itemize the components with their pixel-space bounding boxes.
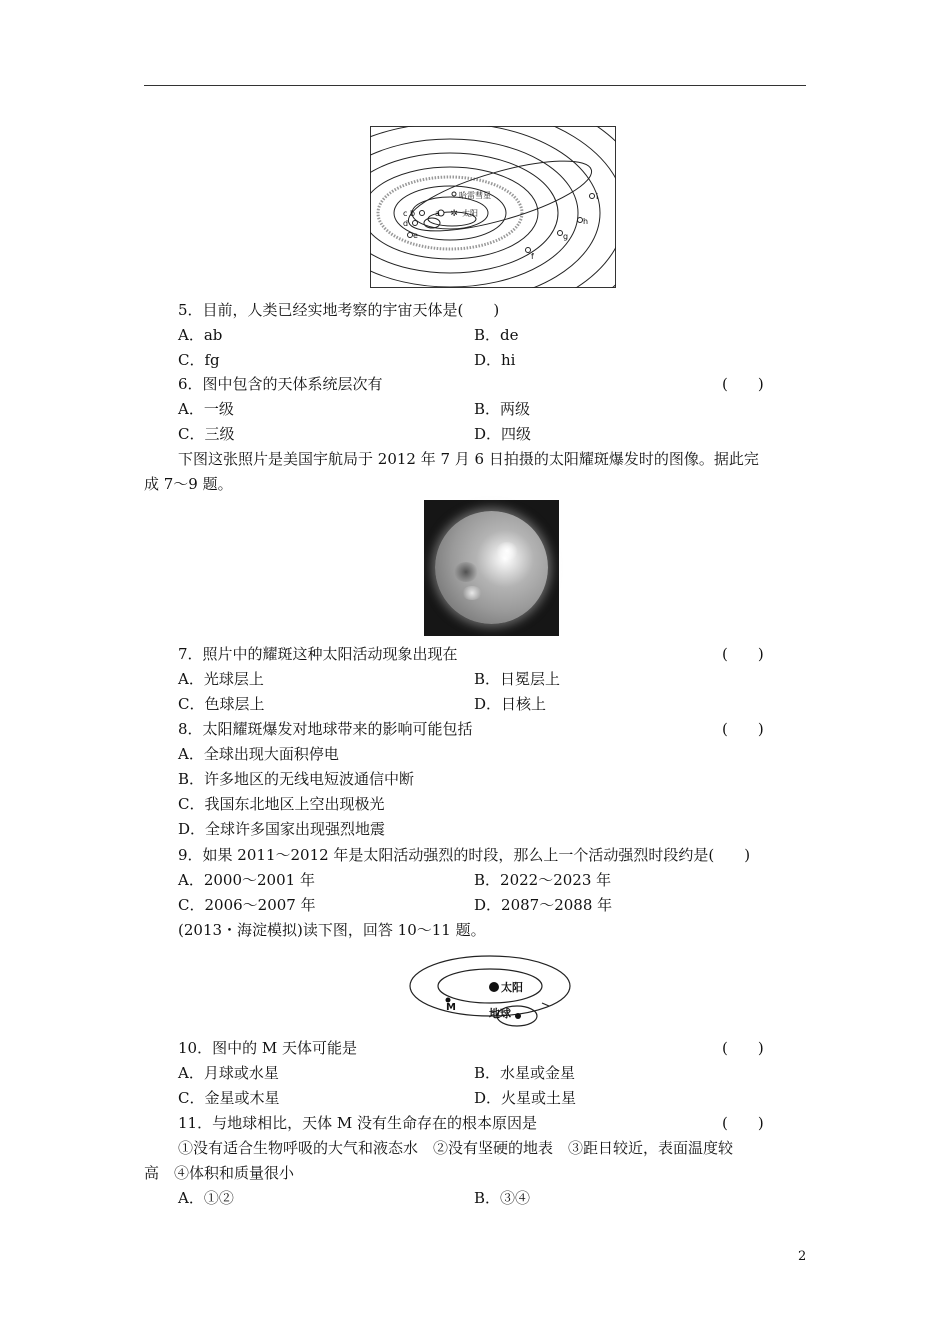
intro-10-11: (2013・海淀模拟)读下图，回答 10～11 题。 bbox=[178, 921, 486, 939]
planet-g-dot bbox=[558, 231, 563, 236]
svg-text:i: i bbox=[596, 192, 599, 201]
intro-7-9-line2: 成 7～9 题。 bbox=[144, 475, 233, 493]
q9-option-a: A．2000～2001 年 bbox=[178, 871, 315, 889]
q5-option-c: C．fg bbox=[178, 351, 220, 369]
q9-option-b: B．2022～2023 年 bbox=[474, 871, 612, 889]
svg-text:c: c bbox=[403, 209, 408, 218]
dark-region bbox=[454, 562, 478, 582]
header-rule bbox=[144, 85, 806, 86]
q7-stem: 7．照片中的耀斑这种太阳活动现象出现在 bbox=[178, 645, 458, 663]
svg-text:g: g bbox=[563, 232, 569, 241]
planet-i-dot bbox=[590, 194, 595, 199]
q7-option-d: D．日核上 bbox=[474, 695, 547, 713]
planet-h-dot bbox=[578, 218, 583, 223]
svg-text:a: a bbox=[435, 209, 440, 218]
q6-option-a: A．一级 bbox=[178, 400, 234, 418]
sun-symbol: ✲ bbox=[450, 209, 458, 219]
q10-option-d: D．火星或土星 bbox=[474, 1089, 577, 1107]
q8-option-b: B．许多地区的无线电短波通信中断 bbox=[178, 770, 415, 788]
planet-b-dot bbox=[420, 211, 425, 216]
q11-answer-paren: ( ) bbox=[722, 1114, 764, 1132]
q8-option-c: C．我国东北地区上空出现极光 bbox=[178, 795, 385, 813]
svg-text:h: h bbox=[583, 217, 589, 226]
q11-option-a: A．①② bbox=[178, 1189, 234, 1207]
q5-option-a: A．ab bbox=[178, 326, 223, 344]
q10-stem: 10．图中的 M 天体可能是 bbox=[178, 1039, 357, 1057]
q9-option-d: D．2087～2088 年 bbox=[474, 896, 613, 914]
q5-option-d: D．hi bbox=[474, 351, 516, 369]
page-number: 2 bbox=[798, 1249, 807, 1264]
bright-region bbox=[462, 586, 482, 600]
planet-f-dot bbox=[526, 248, 531, 253]
q8-option-a: A．全球出现大面积停电 bbox=[178, 745, 339, 763]
q11-stem: 11．与地球相比，天体 M 没有生命存在的根本原因是 bbox=[178, 1114, 537, 1132]
svg-text:d: d bbox=[403, 219, 409, 228]
q8-stem: 8．太阳耀斑爆发对地球带来的影响可能包括 bbox=[178, 720, 473, 738]
sun-dot bbox=[489, 982, 499, 992]
orbit-figure bbox=[406, 950, 580, 1032]
q7-option-a: A．光球层上 bbox=[178, 670, 264, 688]
q10-option-c: C．金星或木星 bbox=[178, 1089, 280, 1107]
planet-d-dot bbox=[413, 221, 418, 226]
q7-answer-paren: ( ) bbox=[722, 645, 764, 663]
sun-label: 太阳 bbox=[501, 981, 523, 994]
svg-text:f: f bbox=[531, 252, 534, 261]
q11-choices-line2: 高 ④体积和质量很小 bbox=[144, 1164, 295, 1182]
sun-label: 太阳 bbox=[462, 209, 478, 218]
q5-option-b: B．de bbox=[474, 326, 519, 344]
earth-label: 地球 bbox=[489, 1007, 511, 1020]
q6-option-b: B．两级 bbox=[474, 400, 531, 418]
q9-stem: 9．如果 2011～2012 年是太阳活动强烈的时段，那么上一个活动强烈时段约是( ) bbox=[178, 846, 751, 864]
q10-answer-paren: ( ) bbox=[722, 1039, 764, 1057]
q8-option-d: D．全球许多国家出现强烈地震 bbox=[178, 820, 386, 838]
intro-7-9-line1: 下图这张照片是美国宇航局于 2012 年 7 月 6 日拍摄的太阳耀斑爆发时的图像。据此完 bbox=[178, 450, 759, 468]
q10-option-a: A．月球或水星 bbox=[178, 1064, 279, 1082]
q7-option-c: C．色球层上 bbox=[178, 695, 265, 713]
q11-choices-line1: ①没有适合生物呼吸的大气和液态水 ②没有坚硬的地表 ③距日较近，表面温度较 bbox=[178, 1139, 734, 1157]
comet-dot bbox=[452, 192, 456, 196]
q6-stem: 6．图中包含的天体系统层次有 bbox=[178, 375, 383, 393]
q10-option-b: B．水星或金星 bbox=[474, 1064, 576, 1082]
q5-stem: 5．目前，人类已经实地考察的宇宙天体是( ) bbox=[178, 301, 500, 319]
flare-spot bbox=[496, 542, 518, 560]
svg-text:b: b bbox=[410, 209, 416, 218]
q6-option-d: D．四级 bbox=[474, 425, 532, 443]
q6-answer-paren: ( ) bbox=[722, 375, 764, 393]
q8-answer-paren: ( ) bbox=[722, 720, 764, 738]
m-label: M bbox=[446, 1002, 456, 1013]
comet-label: 哈雷彗星 bbox=[459, 191, 491, 200]
q9-option-c: C．2006～2007 年 bbox=[178, 896, 316, 914]
q6-option-c: C．三级 bbox=[178, 425, 235, 443]
sun-disk bbox=[435, 511, 548, 624]
q7-option-b: B．日冕层上 bbox=[474, 670, 561, 688]
solar-flare-photo bbox=[424, 500, 559, 636]
svg-text:e: e bbox=[413, 231, 418, 240]
q11-option-b: B．③④ bbox=[474, 1189, 531, 1207]
planet-e-dot bbox=[408, 233, 413, 238]
solar-system-figure bbox=[370, 126, 616, 288]
earth-dot bbox=[515, 1013, 521, 1019]
